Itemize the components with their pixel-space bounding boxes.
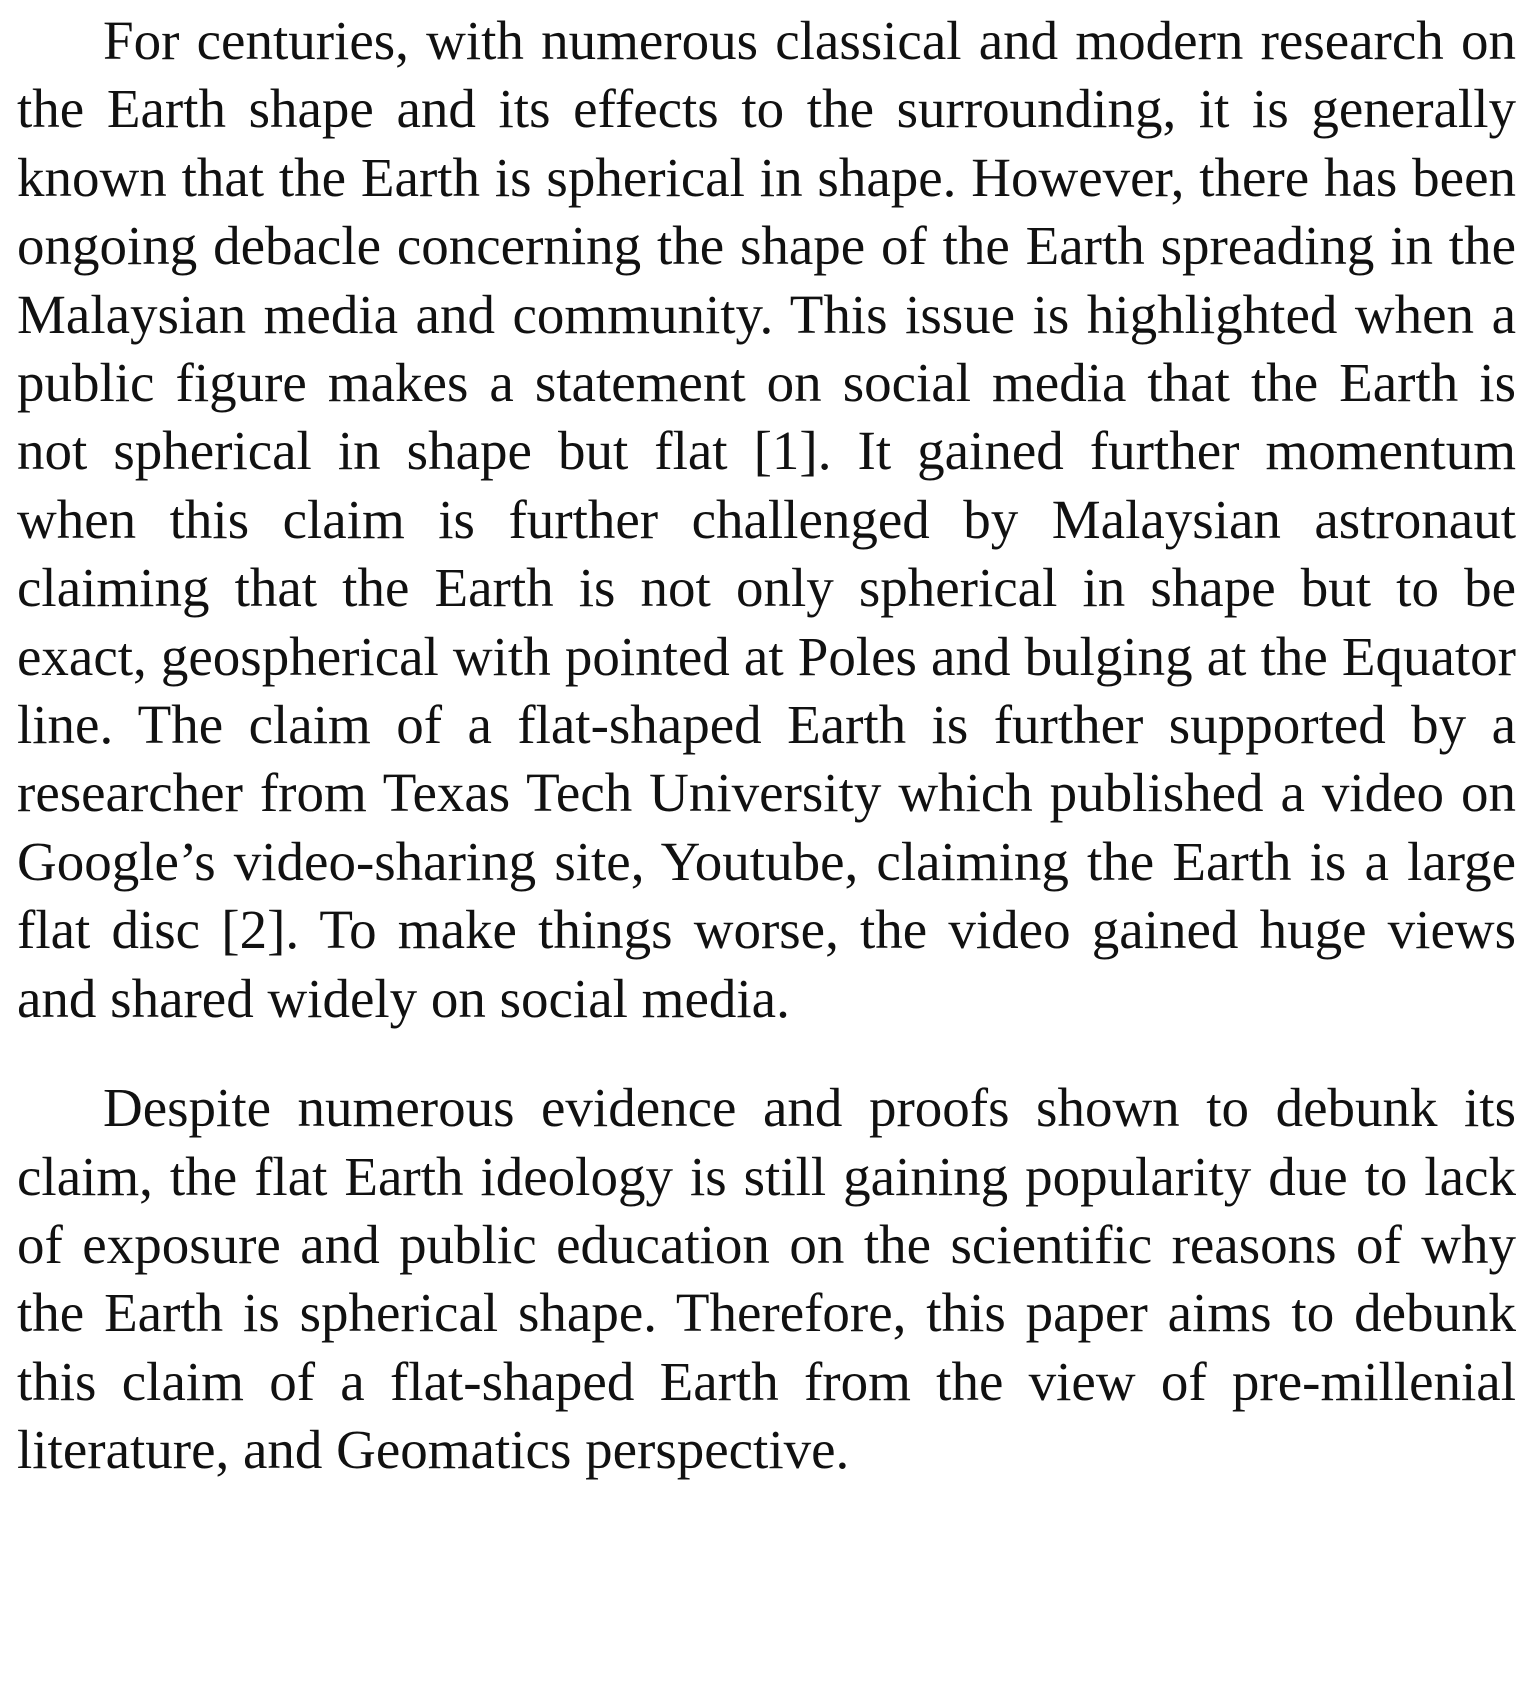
document-page bbox=[0, 7, 1534, 1708]
paragraph-1: For centuries, with numerous classical and modern research on the Earth shape and its effects to the surrounding, it is generally known that the Earth is spherical in shape. However, there has been ongoing debacle concerning the shape of the Earth spreading in the Malaysian media and community. This issue is highlighted when a public figure makes a statement on social media that the Earth is not spherical in shape but flat [1]. It gained further momentum when this claim is further challenged by Malaysian astronaut claiming that the Earth is not only spherical in shape but to be exact, geospherical with pointed at Poles and bulging at the Equator line. The claim of a flat-shaped Earth is further supported by a researcher from Texas Tech University which published a video on Google’s video-sharing site, Youtube, claiming the Earth is a large flat disc [2]. To make things worse, the video gained huge views and shared widely on social media. bbox=[17, 10, 1516, 1029]
paragraph-2: Despite numerous evidence and proofs shown to debunk its claim, the flat Earth ideology is still gaining popularity due to lack of exposure and public education on the scientific reasons of why the Earth is spherical shape. Therefore, this paper aims to debunk this claim of a flat-shaped Earth from the view of pre-millenial literature, and Geomatics perspective. bbox=[17, 1077, 1516, 1481]
